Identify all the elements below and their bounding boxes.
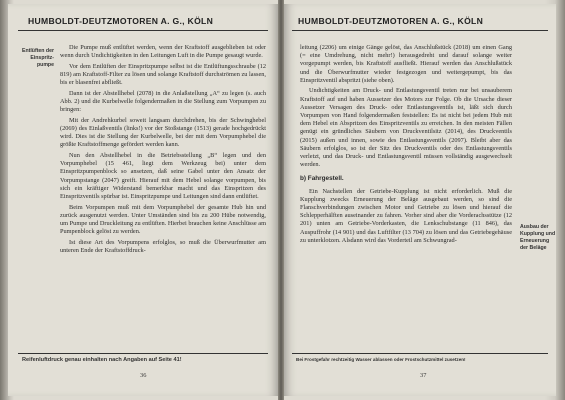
right-page-header: HUMBOLDT-DEUTZMOTOREN A. G., KÖLN (298, 16, 484, 26)
paragraph: Die Pumpe muß entlüftet werden, wenn der Kraftstoff ausgeblieben ist oder wenn durch Undichtigkeiten in den Leitungen Luft in die Pumpe gesaugt wurde. (60, 44, 266, 60)
right-header-rule (292, 30, 548, 31)
right-margin-note (520, 224, 556, 252)
margin-note-line: Einspritz- (30, 55, 54, 61)
margin-note-line: Erneuerung (520, 238, 550, 244)
margin-note-line: Entlüften der (22, 48, 54, 54)
margin-note-line: Kupplung und (520, 231, 556, 237)
paragraph: Ist diese Art des Vorpumpens erfolglos, so muß die Überwurfmutter am unteren Ende der Kraftstoffdruck- (60, 238, 266, 255)
margin-note-line: der Beläge (520, 245, 547, 251)
left-page-header: HUMBOLDT-DEUTZMOTOREN A. G., KÖLN (28, 16, 214, 26)
right-footer-rule (292, 353, 548, 354)
paragraph: Dann ist der Abstellhebel (2078) in die Anlaßstellung „A“ zu legen (s. auch Abb. 2) und die Kurbelwelle folgendermaßen in die Stellung zum Vorpumpen zu bringen: (60, 89, 266, 114)
left-footer-note: Reifenluftdruck genau einhalten nach Angaben auf Seite 41! (22, 357, 182, 363)
paragraph: Undichtigkeiten am Druck- und Entlastungsventil treten nur bei unsauberem Kraftstoff auf und haben Aussetzer des Motors zur Folge. Ob die Ursache dieser Aussetzer Versagen des Druck- oder Entlastungsventils ist, läßt sich durch Vorpumpen von Hand folgendermaßen feststellen: Es ist nicht bei jedem Hub mit dem Hebel ein Abspritzen des Einspritzventils zu erreichen. In den meisten Fällen genügt ein gründliches Säubern von Druckventilsitz (2014), des Druckventils (2015) außen und innen, sowie des Entlastungsventils (2097). Bleibt aber das Säubern erfolglos, so ist der Sitz des Druckventils oder des Entlastungsventils verletzt, und das Druck- und Entlastungsventil müssen vollständig ausgewechselt werden. (300, 87, 512, 169)
right-page-number: 37 (420, 372, 427, 379)
paragraph: Vor dem Entlüften der Einspritzpumpe selbst ist die Entlüftungsschraube (12 819) am Kraftstoff-Filter zu lösen und solange Kraftstoff durchströmen zu lassen, bis er blasenfrei abfließt. (60, 62, 266, 87)
left-header-rule (18, 30, 268, 31)
paragraph: leitung (2206) um einige Gänge gelöst, das Anschlußstück (2018) um einen Gang (= eine Umdrehung, nicht mehr!) herausgedreht und darauf solange weiter vorgepumpt werden, bis Kraftstoff ausfließt. Hierauf werden das Anschlußstück und die Überwurfmutter wieder festgezogen und weitergepumpt, bis das Einspritzventil abspritzt (siehe oben). (300, 44, 512, 84)
right-footer-note: Bei Frostgefahr rechtzeitig Wasser ablassen oder Frostschutzmittel zusetzen! (296, 357, 466, 362)
paragraph: Mit der Andrehkurbel soweit langsam durchdrehen, bis der Schwinghebel (2069) des Einlaßventils (links!) vor der Stoßstange (1513) gerade hochgedrückt wird. Dies ist die Stellung der Kurbelwelle, bei der mit dem Vorpumphebel die größte Kraftstoffmenge gefördert werden kann. (60, 116, 266, 149)
margin-note-line: Ausbau der (520, 224, 549, 230)
left-page (8, 4, 278, 396)
left-page-number: 36 (140, 372, 147, 379)
section-subheading: b) Fahrgestell. (300, 175, 344, 183)
right-page (284, 4, 556, 396)
left-margin-note (20, 48, 54, 69)
margin-note-line: pumpe (36, 62, 54, 68)
paragraph: Nun den Abstellhebel in die Betriebsstellung „B“ legen und den Vorpumphebel (15 461, liegt dem Werkzeug bei) unter dem Einspritzpumpenblock so ansetzen, daß seine Gabel unter den Ansatz der Vorpumpstange (2047) greift. Hierauf mit dem Hebel solange vorpumpen, bis sich ein kräftiger Widerstand bemerkbar macht und das Einspritzen des Einspritzventils spürbar ist. Einspritzpumpe und Leitungen sind dann entlüftet. (60, 152, 266, 201)
paragraph: Beim Vorpumpen muß mit dem Vorpumphebel der gesamte Hub hin und zurück ausgenutzt werden. Unter Umständen sind bis zu 200 Hübe notwendig, um Pumpe und Druckleitung zu entlüften. Hierbei brauchen keine Anschlüsse am Pumpenblock gelöst zu werden. (60, 203, 266, 236)
paragraph: Ein Nachstellen der Getriebe-Kupplung ist nicht erforderlich. Muß die Kupplung zwecks Erneuerung der Beläge ausgebaut werden, so sind die Flanschverbindungen zwischen Motor und Getriebe zu lösen und hierauf die Schlepperhälften auseinander zu fahren. Vorher sind aber die Vorderachsstütze (12 201) unten am Getriebe-Vorderkasten, die Lenkschubstange (11 846), das Auspuffrohr (14 901) und das Luftfilter (13 704) zu lösen und das Getriebegehäuse zu unterklotzen. Alsdann wird das Vorderteil am Schwungrad- (300, 187, 512, 244)
right-body-text (300, 44, 512, 247)
left-footer-rule (18, 353, 268, 354)
left-body-text (60, 44, 266, 258)
